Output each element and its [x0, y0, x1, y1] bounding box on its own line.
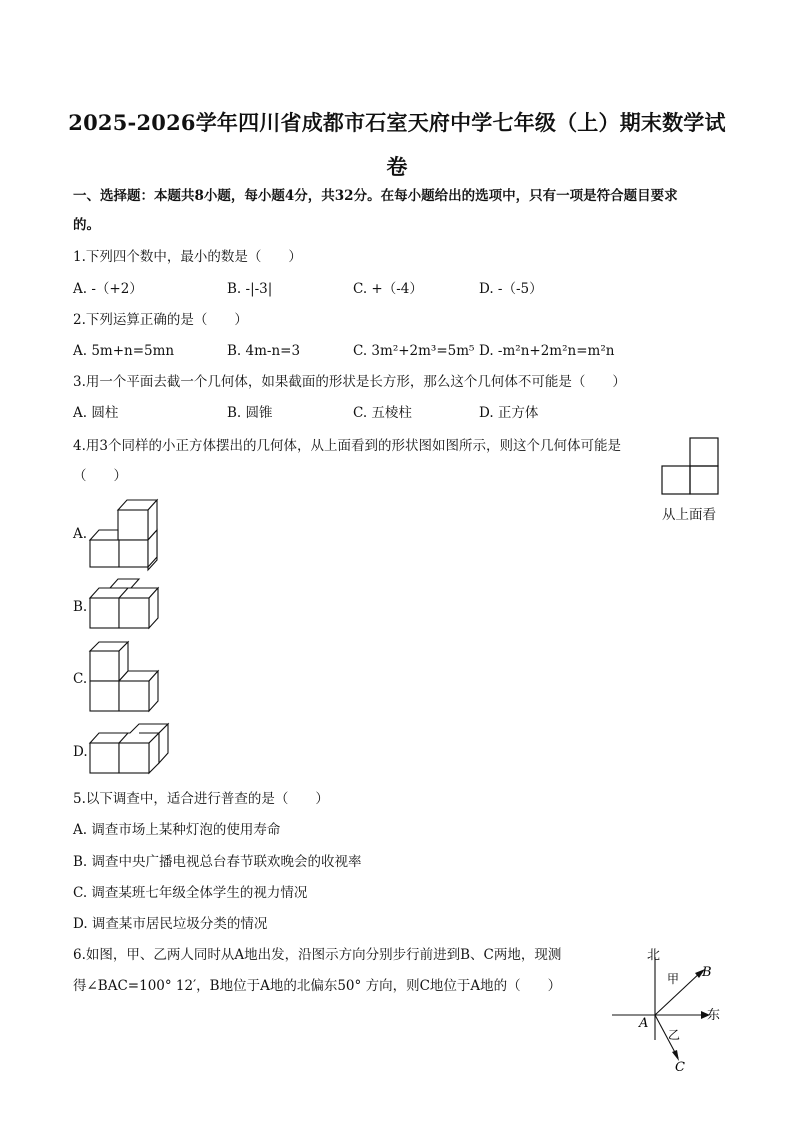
q4-stem-line-2: （ ）	[73, 468, 127, 484]
q4-option-b-label: B.	[73, 599, 88, 615]
q3-option-a: A. 圆柱	[73, 405, 119, 421]
q4-option-c-figure	[90, 641, 160, 713]
q5-option-b: B. 调查中央广播电视总台春节联欢晚会的收视率	[73, 854, 362, 870]
q5-stem: 5.以下调查中，适合进行普查的是（ ）	[73, 791, 329, 807]
label-east: 东	[707, 1008, 721, 1023]
title-line-2: 卷	[386, 154, 408, 179]
section-header-line-1: 一、选择题：本题共8小题，每小题4分，共32分。在每小题给出的选项中，只有一项是符合题目要求	[73, 188, 678, 204]
q3-option-d: D. 正方体	[479, 405, 539, 421]
q3-option-c: C. 五棱柱	[353, 405, 412, 421]
label-c: C	[675, 1060, 685, 1075]
q6-stem-line-1: 6.如图，甲、乙两人同时从A地出发，沿图示方向分别步行前进到B、C两地，现测	[73, 947, 562, 963]
q4-stem-line-1: 4.用3个同样的小正方体摆出的几何体，从上面看到的形状图如图所示，则这个几何体可能是	[73, 438, 621, 454]
q5-option-c: C. 调查某班七年级全体学生的视力情况	[73, 885, 308, 901]
top-view-square-right	[690, 466, 718, 494]
section-header-line-2: 的。	[73, 217, 100, 233]
top-view-square-left	[662, 466, 690, 494]
q6-direction-figure	[610, 945, 730, 1075]
q4-top-view-figure	[662, 437, 720, 495]
title-line-1: 2025-2026学年四川省成都市石室天府中学七年级（上）期末数学试	[68, 110, 726, 135]
q3-stem: 3.用一个平面去截一个几何体，如果截面的形状是长方形，那么这个几何体不可能是（ ）	[73, 374, 626, 390]
q6-stem-line-2: 得∠BAC=100° 12′，B地位于A地的北偏东50° 方向，则C地位于A地的（ ）	[73, 978, 562, 994]
q4-option-b-figure	[90, 578, 160, 630]
q4-option-a-figure	[90, 495, 160, 567]
q4-option-a-label: A.	[73, 526, 88, 542]
top-view-square-top	[690, 438, 718, 466]
label-yi: 乙	[668, 1028, 681, 1042]
q4-option-d-figure	[90, 723, 170, 775]
q1-option-a: A. -（+2）	[73, 281, 143, 297]
q2-option-b: B. 4m-n=3	[227, 343, 301, 359]
label-north: 北	[647, 948, 661, 963]
q3-option-b: B. 圆锥	[227, 405, 273, 421]
label-a: A	[639, 1016, 649, 1031]
q2-stem: 2.下列运算正确的是（ ）	[73, 312, 248, 328]
q1-option-d: D. -（-5）	[479, 281, 543, 297]
label-jia: 甲	[667, 972, 680, 986]
q4-option-d-label: D.	[73, 744, 88, 760]
q2-option-c: C. 3m²+2m³=5m⁵	[353, 343, 475, 359]
q5-option-d: D. 调查某市居民垃圾分类的情况	[73, 916, 268, 932]
q1-option-b: B. -|-3|	[227, 281, 273, 297]
q2-option-a: A. 5m+n=5mn	[73, 343, 175, 359]
q1-option-c: C. +（-4）	[353, 281, 423, 297]
q2-option-d: D. -m²n+2m²n=m²n	[479, 343, 615, 359]
page-title	[60, 101, 734, 189]
q4-option-c-label: C.	[73, 671, 88, 687]
q1-stem: 1.下列四个数中，最小的数是（ ）	[73, 249, 302, 265]
q5-option-a: A. 调查市场上某种灯泡的使用寿命	[73, 822, 281, 838]
label-b: B	[702, 965, 712, 980]
q4-figure-caption: 从上面看	[662, 507, 716, 523]
